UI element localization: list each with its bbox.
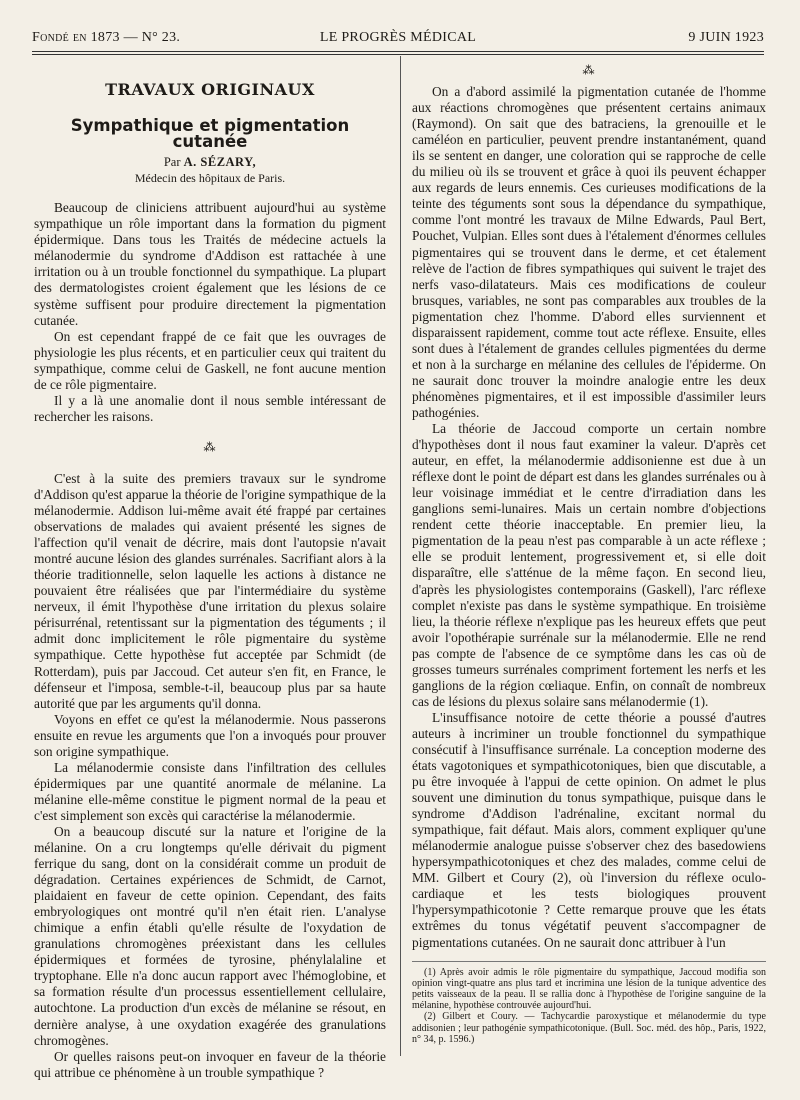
paragraph: On a d'abord assimilé la pigmentation cutanée de l'homme aux réactions chromogènes que présentent certains animaux (Raymond). On sait que des batraciens, la grenouille et le caméléon en particulier, peuvent prendre instantanément, quand ils se sentent en danger, une coloration qui se rapproche de celle du milieu où ils se trouvent et grâce à quoi ils peuvent échapper aux regards de leurs ennemis. Ces curieuses modifications de la teinte des téguments sont sous la dépendance du sympathique, comme l'ont montré les travaux de Milne Edwards, Paul Bert, Pouchet, Vulpian. Elles sont dues à l'étalement d'énormes cellules pigmentaires qui se trouvent dans le derme, et cet étalement relève de l'action de fibres sympathiques qui suivent le trajet des nerfs vaso-dilatateurs. Mais ces modifications de couleur brusques, variables, ne sont pas comparables aux troubles de la pigmentation chez l'homme. D'abord elles surviennent et disparaissent rapidement, comme tout acte réflexe. Ensuite, elles sont dues à l'étalement de grandes cellules pigmentées du derme et non à la surcharge en mélanine des cellules de l'épiderme. On ne saurait donc trouver la moindre analogie entre les deux phénomènes pigmentaires, et il est impossible d'assimiler leurs pathogénies. xyxy=(412,84,766,420)
article-title: Sympathique et pigmentation cutanée xyxy=(70,116,350,152)
paragraph: Or quelles raisons peut-on invoquer en faveur de la théorie qui attribue ce phénomène à un trouble sympathique ? xyxy=(34,1048,386,1080)
paragraph: On a beaucoup discuté sur la nature et l'origine de la mélanine. On a cru longtemps qu'elle dérivait du pigment ferrique du sang, dont on la considérait comme un produit de dégradation. Certaines expériences de Schmidt, de Carnot, plaidaient en faveur de cette opinion. Cependant, des faits embryologiques ont montré qu'il n'en était rien. L'analyse chimique a enfin établi qu'elle résulte de l'oxydation de granulations chromogènes préexistant dans les cellules épidermiques et formées de tyrosine, phénylalaline et tryptophane. Elle n'a donc aucun rapport avec l'hémoglobine, et sa formation résulte d'un processus essentiellement cellulaire, autochtone. La production d'un excès de mélanine se résout, en dernière analyse, à une oxydation exagérée des granulations chromogènes. xyxy=(34,823,386,1048)
header-date: 9 JUIN 1923 xyxy=(688,30,764,45)
section-separator: ⁂ xyxy=(582,63,596,77)
header-rule-top xyxy=(32,51,764,52)
paragraph: L'insuffisance notoire de cette théorie a poussé d'autres auteurs à incriminer un trouble fonctionnel du sympathique consécutif à l'insuffisance surrénale. La conception moderne des états vagotoniques et sympathicotoniques, bien que discutable, a pu être invoquée à l'appui de cette opinion. On admet le plus souvent une diminution du tonus sympathique, puisque dans le syndrome d'Addison l'adrénaline, excitant normal du sympathique, fait défaut. Mais alors, comment expliquer qu'une mélanodermie analogue puisse s'observer chez des basedowiens hypersympathicotoniques et chez des malades, comme celui de MM. Gilbert et Coury (2), où l'inversion du réflexe oculo-cardiaque et les tests biologiques prouvent l'hypersympathicotonie ? Cette remarque prouve que les états extrêmes du tonus végétatif peuvent s'accompagner de pigmentations cutanées. On ne saurait donc attribuer à l'un xyxy=(412,709,766,950)
paragraph: La théorie de Jaccoud comporte un certain nombre d'hypothèses dont il nous faut examiner la valeur. D'après cet auteur, en effet, la mélanodermie addisonienne est due à un réflexe dont le point de départ est dans les glandes surrénales ou à leur voisinage immédiat et le centre d'irradiation dans les ganglions semi-lunaires. Mais un certain nombre d'objections rendent cette théorie inacceptable. En premier lieu, la pigmentation de la peau n'est pas comparable à un acte réflexe ; elle se produit lentement, progressivement et, si elle doit disparaître, elle s'atténue de la même façon. En second lieu, d'après les physiologistes contemporains (Gaskell), l'arc réflexe complet n'existe pas dans le système sympathique. En troisième lieu, la théorie réflexe n'explique pas les heureux effets que peut avoir l'opothérapie surrénale sur la mélanodermie. Elle ne rend pas compte de l'absence de ce symptôme dans les cas où de grosses tumeurs surrénales compriment fortement les nerfs et les ganglions de la région cœliaque. Enfin, on connaît de nombreux cas de lésions du plexus solaire sans mélanodermie (1). xyxy=(412,421,766,709)
section-heading: TRAVAUX ORIGINAUX xyxy=(105,80,315,99)
left-column xyxy=(34,60,386,1081)
footnote: (2) Gilbert et Coury. — Tachycardie paroxystique et mélanodermie du type addisonien ; leur pathogénie sympathicotonique. (Bull. Soc. méd. des hôp., Paris, 1922, n° 34, p. 1596.) xyxy=(412,1011,766,1045)
column-separator xyxy=(400,56,401,1056)
footnotes xyxy=(412,961,766,1045)
header-founded: Fondé en 1873 — N° 23. xyxy=(32,30,181,45)
section-separator: ⁂ xyxy=(203,439,217,454)
footnote: (1) Après avoir admis le rôle pigmentaire du sympathique, Jaccoud modifia son opinion vingt-quatre ans plus tard et incrimina une lésion de la tunique adventice des petits vaisseaux de la peau. Il se rallia donc à l'hypothèse de l'origine sanguine de la mélanine, hypothèse controuvée aujourd'hui. xyxy=(412,966,766,1012)
paragraph: On est cependant frappé de ce fait que les ouvrages de physiologie les plus récents, et en particulier ceux qui traitent du sympathique, comme celui de Gaskell, ne font aucune mention de ce rôle pigmentaire. xyxy=(34,328,386,392)
paragraph: Voyons en effet ce qu'est la mélanodermie. Nous passerons ensuite en revue les arguments que l'on a invoqués pour prouver son origine sympathique. xyxy=(34,711,386,759)
right-column xyxy=(412,60,766,1045)
paragraph: C'est à la suite des premiers travaux sur le syndrome d'Addison qu'est apparue la théorie de l'origine sympathique de la mélanodermie. Addison lui-même avait été frappé par certaines observations de malades qui avaient présenté les signes de l'affection qu'il venait de décrire, mais dont l'autopsie n'avait montré aucune lésion des glandes surrénales. Sacrifiant alors à la théorie traditionnelle, selon laquelle les actions à distance ne pouvaient être réalisées que par l'intermédiaire du système nerveux, il émit l'hypothèse d'une irritation du plexus solaire périsurrénal, retentissant sur la pigmentation des téguments ; il admit donc implicitement le rôle pigmentaire du système sympathique. Cette hypothèse fut acceptée par Schmidt (de Rotterdam), puis par Jaccoud. Cet auteur s'en fit, en France, le défenseur et l'imposa, semble-t-il, beaucoup plus par sa haute autorité que par les arguments qu'il donna. xyxy=(34,470,386,711)
author-name: A. SÉZARY, xyxy=(183,155,257,170)
header-rule-bottom xyxy=(32,54,764,55)
byline xyxy=(34,154,386,170)
paragraph: La mélanodermie consiste dans l'infiltration des cellules épidermiques par une quantité anormale de mélanine. La mélanine elle-même constitue le pigment normal de la peau et c'est simplement son excès qui caractérise la mélanodermie. xyxy=(34,759,386,823)
author-affiliation: Médecin des hôpitaux de Paris. xyxy=(134,171,286,186)
byline-prefix: Par xyxy=(163,155,181,170)
paragraph: Beaucoup de cliniciens attribuent aujourd'hui au système sympathique un rôle important dans la formation du pigment épidermique. Dans tous les Traités de médecine actuels la mélanodermie du syndrome d'Addison est rattachée à une irritation ou à un trouble fonctionnel du sympathique. La plupart des dermatologistes croient également que les lésions de ce système suffisent pour produire directement la pigmentation cutanée. xyxy=(34,200,386,328)
header-journal-title: LE PROGRÈS MÉDICAL xyxy=(319,30,477,45)
running-header xyxy=(32,30,764,50)
paragraph: Il y a là une anomalie dont il nous semble intéressant de rechercher les raisons. xyxy=(34,392,386,424)
